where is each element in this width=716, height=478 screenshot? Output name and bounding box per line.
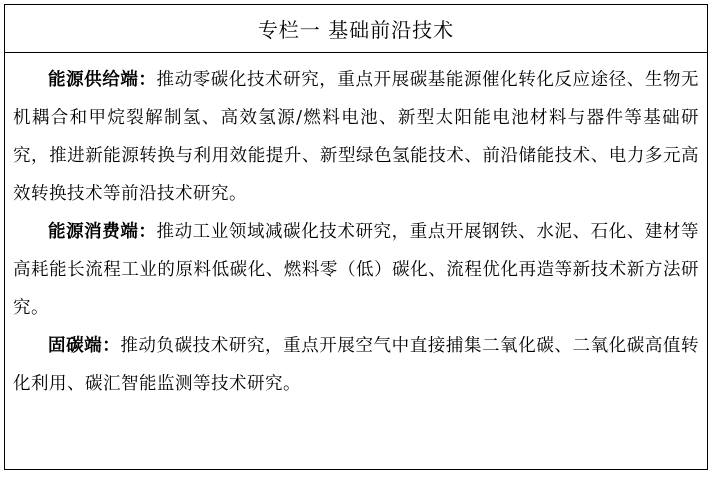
paragraph-lead: 能源消费端： — [48, 222, 157, 242]
paragraph-energy-consumption — [13, 213, 699, 327]
paragraph-energy-supply — [13, 61, 699, 213]
paragraph-lead: 固碳端： — [48, 336, 121, 356]
paragraph-carbon-fixation — [13, 327, 699, 403]
paragraph-text: 推动零碳化技术研究，重点开展碳基能源催化转化反应途径、生物无机耦合和甲烷裂解制氢、高效氢源/燃料电池、新型太阳能电池材料与器件等基础研究，推进新能源转换与利用效能提升、新型绿色氢能技术、前沿储能技术、电力多元高效转换技术等前沿技术研究。 — [13, 70, 699, 204]
paragraph-text: 推动工业领域减碳化技术研究，重点开展钢铁、水泥、石化、建材等高耗能长流程工业的原料低碳化、燃料零（低）碳化、流程优化再造等新技术新方法研究。 — [13, 222, 699, 318]
paragraph-text: 推动负碳技术研究，重点开展空气中直接捕集二氧化碳、二氧化碳高值转化利用、碳汇智能监测等技术研究。 — [13, 336, 699, 394]
box-body — [5, 53, 707, 403]
feature-box — [4, 4, 708, 470]
paragraph-lead: 能源供给端： — [48, 70, 157, 90]
box-title: 专栏一 基础前沿技术 — [5, 5, 707, 53]
